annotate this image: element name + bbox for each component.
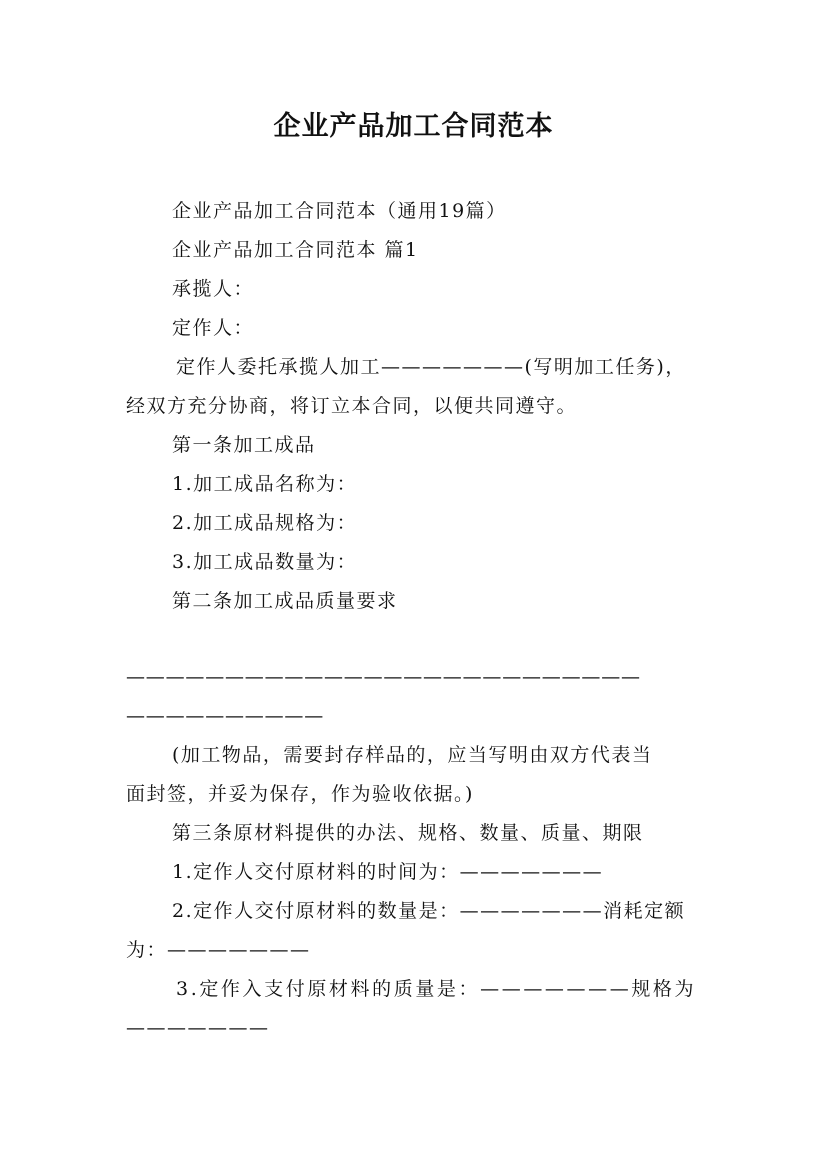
- article-1-heading: 第一条加工成品: [172, 434, 316, 456]
- paragraph-section-heading: 企业产品加工合同范本 篇1: [172, 239, 419, 261]
- article-1-item-3: 3.加工成品数量为：: [172, 551, 358, 573]
- article-3-item-2-line-1: 2.定作人交付原材料的数量是：———————消耗定额: [172, 900, 686, 922]
- paragraph-subtitle: 企业产品加工合同范本（通用19篇）: [172, 200, 507, 222]
- article-3-item-3-line-1: 3.定作入支付原材料的质量是：———————规格为: [176, 978, 697, 1000]
- paragraph-commission-line-2: 经双方充分协商，将订立本合同，以便共同遵守。: [126, 395, 578, 417]
- paragraph-sample-note-line-1: (加工物品，需要封存样品的，应当写明由双方代表当: [172, 744, 653, 766]
- article-3-item-1: 1.定作人交付原材料的时间为：———————: [172, 861, 604, 883]
- paragraph-client: 定作人：: [172, 317, 255, 339]
- paragraph-sample-note-line-2: 面封签，并妥为保存，作为验收依据。): [126, 783, 474, 805]
- article-2-heading: 第二条加工成品质量要求: [172, 590, 398, 612]
- paragraph-commission-line-1: 定作人委托承揽人加工———————(写明加工任务)，: [176, 356, 686, 378]
- article-1-item-2: 2.加工成品规格为：: [172, 512, 358, 534]
- article-3-heading: 第三条原材料提供的办法、规格、数量、质量、期限: [172, 822, 644, 844]
- article-3-item-3-line-2: ———————: [126, 1017, 270, 1039]
- paragraph-contractor: 承揽人：: [172, 278, 255, 300]
- article-3-item-2-line-2: 为：———————: [126, 939, 311, 961]
- article-1-item-1: 1.加工成品名称为：: [172, 473, 358, 495]
- document-title: 企业产品加工合同范本: [273, 111, 554, 142]
- blank-rule-line-1: ——————————————————————————: [126, 666, 641, 688]
- blank-rule-line-2: ——————————: [126, 705, 324, 727]
